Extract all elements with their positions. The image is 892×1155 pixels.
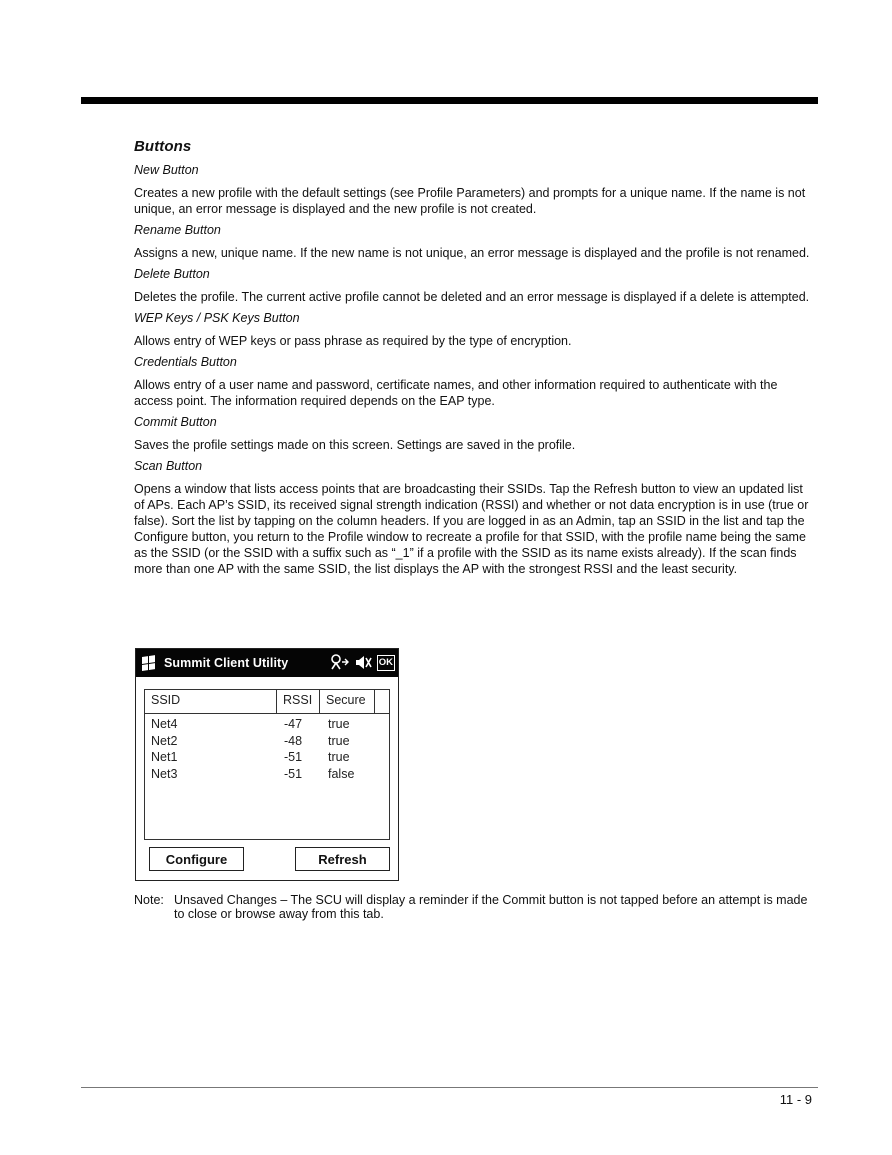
cell-rssi: -51 [284,750,303,764]
windows-logo-icon[interactable] [142,655,156,671]
cell-rssi: -48 [284,733,303,748]
device-screenshot [135,648,399,881]
list-header [145,690,389,714]
list-rows [145,714,389,783]
cell-ssid: Net2 [151,733,178,748]
ok-button[interactable]: OK [377,655,395,671]
item-heading-new: New Button [134,163,199,177]
cell-secure: true [328,733,350,748]
ap-list[interactable] [144,689,390,840]
item-heading-rename: Rename Button [134,223,221,237]
item-heading-wep: WEP Keys / PSK Keys Button [134,311,300,325]
cell-ssid: Net4 [151,717,178,731]
cell-secure: false [328,766,355,781]
item-desc-wep: Allows entry of WEP keys or pass phrase as required by the type of encryption. [134,334,572,348]
app-title: Summit Client Utility [164,656,289,670]
titlebar-icons [329,654,395,671]
cell-rssi: -47 [284,717,303,731]
section-title: Buttons [134,138,192,155]
cell-rssi: -51 [284,766,303,781]
item-desc-rename: Assigns a new, unique name. If the new name is not unique, an error message is displayed and the profile is not renamed. [134,246,810,260]
column-header-rssi[interactable]: RSSI [277,690,320,713]
cell-secure: true [328,750,350,764]
note [134,893,818,921]
list-row[interactable] [145,750,389,767]
cell-ssid: Net3 [151,766,178,781]
item-desc-scan: Opens a window that lists access points that are broadcasting their SSIDs. Tap the Refresh button to view an updated list of APs. Each AP’s SSID, its received signal strength indication (RSSI) and whether or not data encryption is in use (true or false). Sort the list by tapping on the column headers. If you are logged in as an Admin, tap an SSID in the list and tap the Configure button, you return to the Profile window to recreate a profile for that SSID, with the profile name being the same as the SSID (or the SSID with a suffix such as “_1” if a profile with the SSID as its name exists already). If the scan finds more than one AP with the same SSID, the list displays the AP with the strongest RSSI and the least security. [134,482,809,576]
note-text: Unsaved Changes – The SCU will display a reminder if the Commit button is not tapped before an attempt is made to close or browse away from this tab. [174,893,808,921]
item-desc-commit: Saves the profile settings made on this screen. Settings are saved in the profile. [134,438,576,452]
footer-rule [81,1087,818,1088]
cell-secure: true [328,717,350,731]
item-heading-commit: Commit Button [134,415,217,429]
item-desc-delete: Deletes the profile. The current active profile cannot be deleted and an error message is displayed if a delete is attempted. [134,290,810,304]
network-icon[interactable] [329,654,349,671]
item-heading-scan: Scan Button [134,459,203,473]
header-rule [81,97,818,104]
column-header-ssid[interactable]: SSID [145,690,277,713]
cell-ssid: Net1 [151,750,178,764]
speaker-muted-icon[interactable] [354,654,372,671]
list-row[interactable] [145,717,389,734]
list-row[interactable] [145,767,389,784]
note-label: Note: [134,893,164,907]
configure-button[interactable]: Configure [149,847,244,871]
title-bar [136,649,398,677]
column-header-secure[interactable]: Secure [320,690,375,713]
item-desc-new: Creates a new profile with the default settings (see Profile Parameters) and prompts for a unique name. If the name is not unique, an error message is displayed and the new profile is not created. [134,186,806,216]
list-row[interactable] [145,734,389,751]
item-heading-delete: Delete Button [134,267,210,281]
main-content [134,138,814,582]
item-desc-credentials: Allows entry of a user name and password, certificate names, and other information required to authenticate with the access point. The information required depends on the EAP type. [134,378,778,408]
refresh-button[interactable]: Refresh [295,847,390,871]
page-number: 11 - 9 [779,1092,812,1107]
item-heading-credentials: Credentials Button [134,355,237,369]
